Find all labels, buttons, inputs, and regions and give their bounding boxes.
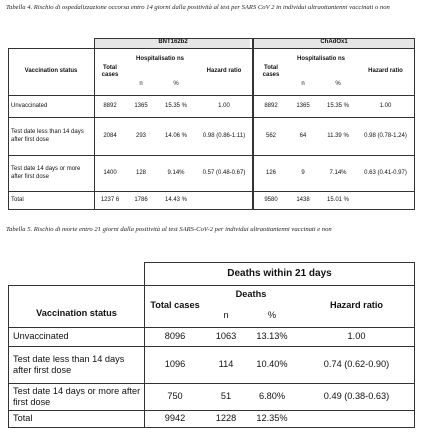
col-hazard-ratio: Hazard ratio	[329, 300, 384, 311]
cell-n: 64	[299, 132, 307, 139]
cell-total: 126	[265, 169, 276, 176]
row-status: Total	[11, 196, 24, 203]
cell-hr	[300, 411, 413, 427]
cell-pct: 6.80%	[258, 391, 286, 402]
col-hazard-ratio: Hazard ratio	[368, 68, 403, 75]
row-status: Test date less than 14 days after first dose	[11, 129, 84, 143]
col-hazard-ratio: Hazard ratio	[206, 68, 242, 75]
col-total-cases: Total cases	[262, 64, 280, 78]
col-vaccination-status: Vaccination status	[24, 68, 78, 75]
cell-total: 2084	[103, 132, 117, 139]
col-pct: %	[267, 310, 277, 321]
col-pct: %	[173, 81, 179, 88]
cell-n: 128	[135, 169, 146, 176]
row-status: Total	[13, 413, 33, 424]
table4-caption: Tabella 4. Rischio di ospedalizzazione occorsa entro 14 giorni dalla positività al test per SARS CoV 2 in individui ultraottantenni vaccinati o non	[6, 4, 390, 11]
cell-total: 750	[167, 391, 183, 402]
cell-hr: 0.49 (0.38-0.63)	[323, 391, 390, 402]
cell-total: 1096	[164, 359, 186, 370]
cell-hr: 0.63 (0.41-0.97)	[364, 169, 407, 176]
cell-pct: 15.35 %	[326, 102, 350, 109]
group-bnt162b2: BNT162b2	[158, 39, 188, 46]
group-chadox1: ChAdOx1	[320, 39, 348, 46]
cell-total: 562	[265, 132, 276, 139]
cell-total: 8096	[164, 331, 186, 342]
col-total-cases: Total cases	[101, 64, 119, 78]
cell-hr: 1.00	[379, 102, 392, 109]
col-hospitalisations: Hospitalisatio ns	[296, 56, 345, 63]
cell-n: 1228	[215, 413, 237, 424]
cell-hr	[358, 192, 413, 209]
cell-pct: 11.39 %	[327, 132, 349, 139]
col-n: n	[301, 81, 305, 88]
cell-n: 9	[301, 169, 305, 176]
cell-total: 9942	[164, 413, 186, 424]
cell-hr	[197, 192, 251, 209]
cell-total: 8892	[264, 102, 278, 109]
cell-hr: 0.98 (0.78-1.24)	[364, 132, 407, 139]
cell-n: 51	[220, 391, 232, 402]
group-deaths-within-21-days: Deaths within 21 days	[227, 268, 332, 280]
cell-n: 1438	[296, 196, 310, 203]
table5-caption: Tabella 5. Rischio di morte entro 21 giorni dalla positività al test SARS-CoV-2 per individui ultraottantenni vaccinati e non	[6, 226, 332, 233]
row-status: Unvaccinated	[13, 331, 69, 342]
cell-pct: 12.35%	[256, 413, 288, 424]
cell-pct: 15.35 %	[164, 102, 188, 109]
col-n: n	[223, 310, 229, 321]
col-deaths: Deaths	[235, 289, 267, 300]
col-total-cases: Total cases	[150, 300, 200, 311]
col-vaccination-status: Vaccination status	[36, 308, 117, 319]
cell-total: 1237 6	[100, 196, 120, 203]
row-status: Test date less than 14 days after first dose	[13, 353, 125, 375]
cell-hr: 0.74 (0.62-0.90)	[323, 359, 390, 370]
cell-n: 1786	[134, 196, 148, 203]
cell-hr: 1.00	[218, 102, 230, 109]
row-status: Test date 14 days or more after first dose	[11, 166, 81, 180]
cell-hr: 0.98 (0.86-1.11)	[202, 132, 246, 139]
cell-n: 114	[218, 359, 234, 370]
col-n: n	[139, 81, 143, 88]
cell-pct: 14.43 %	[164, 196, 188, 203]
cell-pct: 14.06 %	[164, 132, 188, 139]
cell-pct: 15.01 %	[326, 196, 350, 203]
cell-pct: 10.40%	[256, 359, 288, 370]
hospitalisation-table	[8, 38, 415, 210]
cell-n: 1063	[215, 331, 237, 342]
cell-hr: 0.57 (0.48-0.67)	[202, 169, 246, 176]
cell-pct: 13.13%	[256, 331, 288, 342]
cell-n: 1365	[296, 102, 310, 109]
cell-total: 8892	[103, 102, 117, 109]
cell-pct: 9.14%	[167, 169, 185, 176]
row-status: Unvaccinated	[11, 102, 48, 109]
cell-n: 1365	[134, 102, 148, 109]
cell-n: 293	[135, 132, 146, 139]
deaths-table	[8, 262, 415, 428]
cell-total: 9580	[264, 196, 278, 203]
col-hospitalisations: Hospitalisatio ns	[135, 56, 184, 63]
cell-hr: 1.00	[347, 331, 366, 342]
cell-total: 1400	[103, 169, 117, 176]
cell-pct: 7.14%	[329, 169, 347, 176]
row-status: Test date 14 days or more after first dose	[13, 385, 141, 407]
col-pct: %	[335, 81, 341, 88]
